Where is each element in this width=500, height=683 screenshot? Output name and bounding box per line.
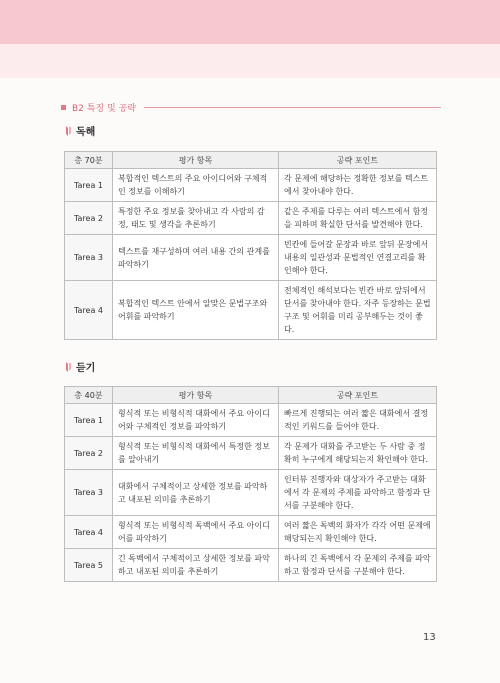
evaluation-item: 특정한 주요 정보를 찾아내고 각 사람의 감정, 태도 및 생각을 추론하기 [113, 202, 279, 235]
items-header: 평가 항목 [113, 387, 279, 404]
table-row [65, 404, 437, 437]
strategy-point: 같은 주제를 다루는 여러 텍스트에서 함정을 피하며 확실한 단서를 발견해야 한다. [279, 202, 437, 235]
reading-title: 독해 [76, 127, 96, 138]
section-heading [61, 100, 441, 114]
task-label: Tarea 3 [65, 235, 113, 281]
task-label: Tarea 4 [65, 516, 113, 549]
task-label: Tarea 3 [65, 470, 113, 516]
table-row [65, 470, 437, 516]
table-header-row [65, 387, 437, 404]
evaluation-item: 대화에서 구체적이고 상세한 정보를 파악하고 내포된 의미를 추론하기 [113, 470, 279, 516]
task-label: Tarea 4 [65, 281, 113, 340]
table-row [65, 235, 437, 281]
square-bullet-icon [61, 105, 66, 110]
evaluation-item: 복합적인 텍스트의 주요 아이디어와 구체적인 정보를 이해하기 [113, 169, 279, 202]
task-label: Tarea 5 [65, 549, 113, 582]
pencil-icon [64, 361, 73, 373]
evaluation-item: 텍스트를 재구성하며 여러 내용 간의 관계를 파악하기 [113, 235, 279, 281]
evaluation-item: 복합적인 텍스트 안에서 알맞은 문법구조와 어휘를 파악하기 [113, 281, 279, 340]
header-strip [0, 44, 500, 78]
strategy-point: 여러 짧은 독백의 화자가 각각 어떤 문제에 해당되는지 확인해야 한다. [279, 516, 437, 549]
points-header: 공략 포인트 [279, 152, 437, 169]
evaluation-item: 형식적 또는 비형식적 독백에서 주요 아이디어를 파악하기 [113, 516, 279, 549]
listening-heading [64, 359, 95, 374]
evaluation-item: 형식적 또는 비형식적 대화에서 특정한 정보를 알아내기 [113, 437, 279, 470]
section-divider [144, 107, 441, 108]
reading-heading [64, 123, 95, 138]
total-time-header: 총 70분 [65, 152, 113, 169]
evaluation-item: 형식적 또는 비형식적 대화에서 주요 아이디어와 구체적인 정보를 파악하기 [113, 404, 279, 437]
points-header: 공략 포인트 [279, 387, 437, 404]
table-row [65, 169, 437, 202]
strategy-point: 빠르게 진행되는 여러 짧은 대화에서 결정적인 키워드를 들어야 한다. [279, 404, 437, 437]
strategy-point: 각 문제에 해당하는 정확한 정보를 텍스트에서 찾아내야 한다. [279, 169, 437, 202]
table-header-row [65, 152, 437, 169]
pencil-icon [64, 125, 73, 137]
table-row [65, 437, 437, 470]
page-number: 13 [423, 632, 436, 643]
task-label: Tarea 1 [65, 169, 113, 202]
header-band [0, 0, 500, 44]
strategy-point: 각 문제가 대화를 주고받는 두 사람 중 정확히 누구에게 해당되는지 확인해야 한다. [279, 437, 437, 470]
table-row [65, 281, 437, 340]
strategy-point: 전체적인 해석보다는 빈칸 바로 앞뒤에서 단서를 찾아내야 한다. 자주 등장하는 문법구조 및 어휘를 미리 공부해두는 것이 좋다. [279, 281, 437, 340]
task-label: Tarea 1 [65, 404, 113, 437]
listening-title: 듣기 [76, 363, 96, 374]
task-label: Tarea 2 [65, 202, 113, 235]
evaluation-item: 긴 독백에서 구체적이고 상세한 정보를 파악하고 내포된 의미를 추론하기 [113, 549, 279, 582]
table-row [65, 516, 437, 549]
task-label: Tarea 2 [65, 437, 113, 470]
strategy-point: 빈칸에 들어갈 문장과 바로 앞뒤 문장에서 내용의 일관성과 문법적인 연결고리를 확인해야 한다. [279, 235, 437, 281]
strategy-point: 하나의 긴 독백에서 각 문제의 주제를 파악하고 함정과 단서를 구분해야 한다. [279, 549, 437, 582]
table-row [65, 549, 437, 582]
items-header: 평가 항목 [113, 152, 279, 169]
listening-table [64, 386, 437, 582]
table-row [65, 202, 437, 235]
total-time-header: 총 40분 [65, 387, 113, 404]
section-title: B2 특징 및 공략 [72, 103, 136, 114]
reading-table [64, 151, 437, 340]
strategy-point: 인터뷰 진행자와 대상자가 주고받는 대화에서 각 문제의 주제를 파악하고 함정과 단서를 구분해야 한다. [279, 470, 437, 516]
